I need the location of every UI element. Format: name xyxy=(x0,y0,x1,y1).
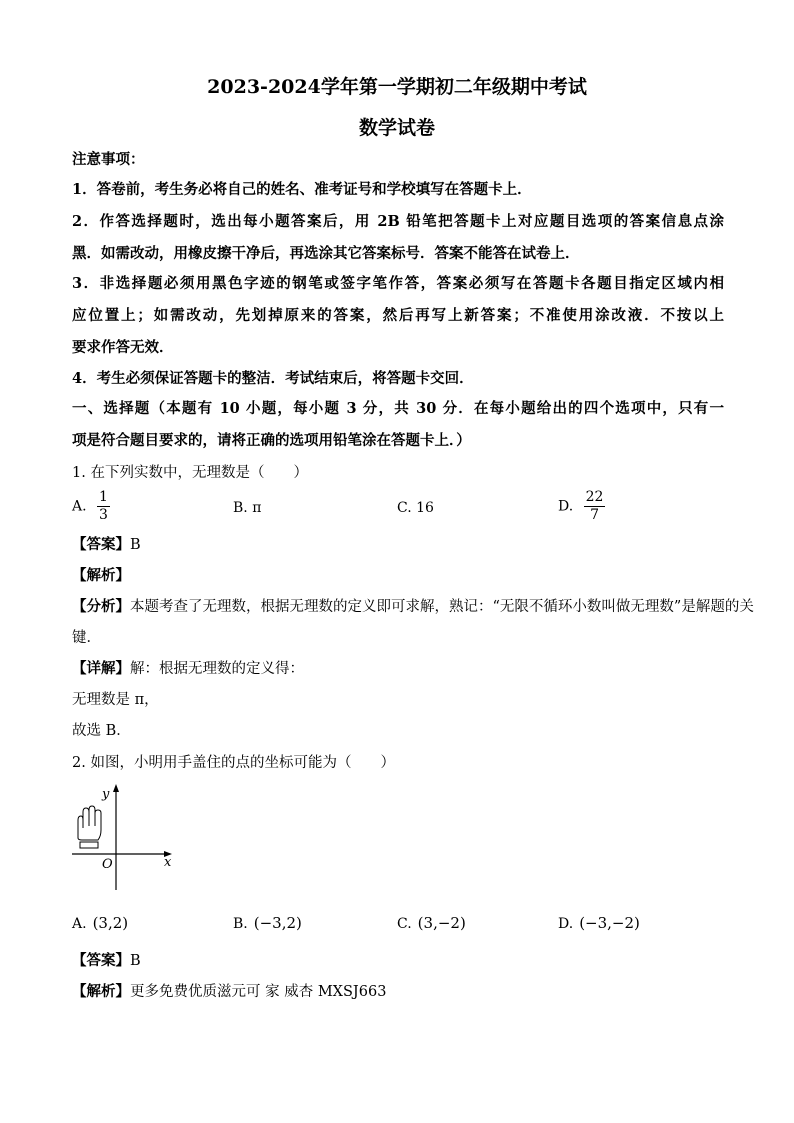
q1-analysis-tag xyxy=(72,566,724,586)
hand-icon xyxy=(78,806,101,848)
q1-option-d-denominator: 7 xyxy=(590,507,600,523)
section-1-heading-line-2: 项是符合题目要求的，请将正确的选项用铅笔涂在答题卡上．） xyxy=(72,432,471,449)
q1-option-c: C. 16 xyxy=(397,500,434,516)
q2-stem: 2. 如图，小明用手盖住的点的坐标可能为（ ） xyxy=(72,755,395,771)
notice-item-1: 1．答卷前，考生务必将自己的姓名、准考证号和学校填写在答题卡上． xyxy=(72,181,532,198)
q1-option-d xyxy=(558,489,605,524)
q1-detail-line-1 xyxy=(72,659,724,679)
notice-heading: 注意事项： xyxy=(72,151,145,168)
q2-y-label: y xyxy=(102,787,110,802)
q2-x-label: x xyxy=(164,855,172,870)
q1-detail-line-3: 故选 B． xyxy=(72,723,131,739)
q2-y-arrow xyxy=(113,784,119,792)
q1-analysis-label: 【解析】 xyxy=(72,567,130,584)
q2-option-b-label: B. xyxy=(233,916,248,932)
q1-option-b: B. π xyxy=(233,500,262,516)
q1-fenxi-text-1: 本题考查了无理数，根据无理数的定义即可求解，熟记：“无限不循环小数叫做无理数”是解题的关 xyxy=(130,599,754,615)
q2-analysis xyxy=(72,982,724,1002)
q1-detail-tag: 【详解】 xyxy=(72,660,130,677)
q2-origin-label: O xyxy=(102,857,113,872)
q2-option-b xyxy=(233,914,302,932)
q1-answer-tag: 【答案】 xyxy=(72,536,130,553)
q1-option-a-fraction xyxy=(97,489,110,524)
q1-option-d-numerator: 22 xyxy=(585,489,604,505)
q2-option-d xyxy=(558,914,640,932)
notice-item-3-line-2: 应位置上；如需改动，先划掉原来的答案，然后再写上新答案；不准使用涂改液．不按以上 xyxy=(72,307,724,324)
q2-analysis-text: 更多免费优质滋元可 家 威杏 MXSJ663 xyxy=(130,984,387,1000)
q2-option-d-value: (−3,−2) xyxy=(579,914,640,932)
q1-option-a-label: A. xyxy=(72,498,87,515)
q1-detail-text: 解：根据无理数的定义得： xyxy=(130,661,304,677)
q2-analysis-tag: 【解析】 xyxy=(72,983,130,1000)
q2-answer xyxy=(72,951,724,971)
q1-fenxi-line-2: 键． xyxy=(72,630,101,646)
q1-fenxi-line-1 xyxy=(72,597,754,617)
section-1-heading-line-1: 一、选择题（本题有 10 小题，每小题 3 分，共 30 分．在每小题给出的四个选项中，只有一 xyxy=(72,400,724,417)
q1-fenxi-tag: 【分析】 xyxy=(72,598,130,615)
q2-option-d-label: D. xyxy=(558,916,574,932)
q1-option-d-fraction xyxy=(584,489,606,524)
q2-option-c xyxy=(397,914,466,932)
q2-option-c-label: C. xyxy=(397,916,412,932)
q1-answer-value: B xyxy=(130,537,141,553)
q2-option-c-value: (3,−2) xyxy=(417,914,466,932)
exam-title: 2023-2024学年第一学期初二年级期中考试 xyxy=(207,76,587,98)
notice-item-2-line-1: 2．作答选择题时，选出每小题答案后，用 2B 铅笔把答题卡上对应题目选项的答案信息点涂 xyxy=(72,213,724,230)
q2-option-a-label: A. xyxy=(72,916,87,932)
q2-option-a-value: (3,2) xyxy=(92,914,129,932)
q2-coordinate-figure xyxy=(68,782,188,897)
q1-option-a xyxy=(72,489,110,524)
q1-stem: 1. 在下列实数中，无理数是（ ） xyxy=(72,465,308,481)
notice-item-3-line-3: 要求作答无效． xyxy=(72,339,174,356)
notice-item-2-line-2: 黑．如需改动，用橡皮擦干净后，再选涂其它答案标号．答案不能答在试卷上． xyxy=(72,245,580,262)
q1-option-d-label: D. xyxy=(558,498,574,515)
exam-subtitle: 数学试卷 xyxy=(358,117,435,139)
q1-option-a-numerator: 1 xyxy=(99,489,108,505)
q1-detail-line-2: 无理数是 π， xyxy=(72,692,159,708)
q2-option-a xyxy=(72,914,128,932)
notice-item-3-line-1: 3．非选择题必须用黑色字迹的钢笔或签字笔作答，答案必须写在答题卡各题目指定区域内相 xyxy=(72,275,724,292)
q2-answer-value: B xyxy=(130,953,141,969)
q1-option-a-denominator: 3 xyxy=(99,507,108,523)
q2-answer-tag: 【答案】 xyxy=(72,952,130,969)
q2-option-b-value: (−3,2) xyxy=(253,914,302,932)
notice-item-4: 4．考生必须保证答题卡的整洁．考试结束后，将答题卡交回． xyxy=(72,370,474,387)
q1-answer xyxy=(72,535,724,555)
